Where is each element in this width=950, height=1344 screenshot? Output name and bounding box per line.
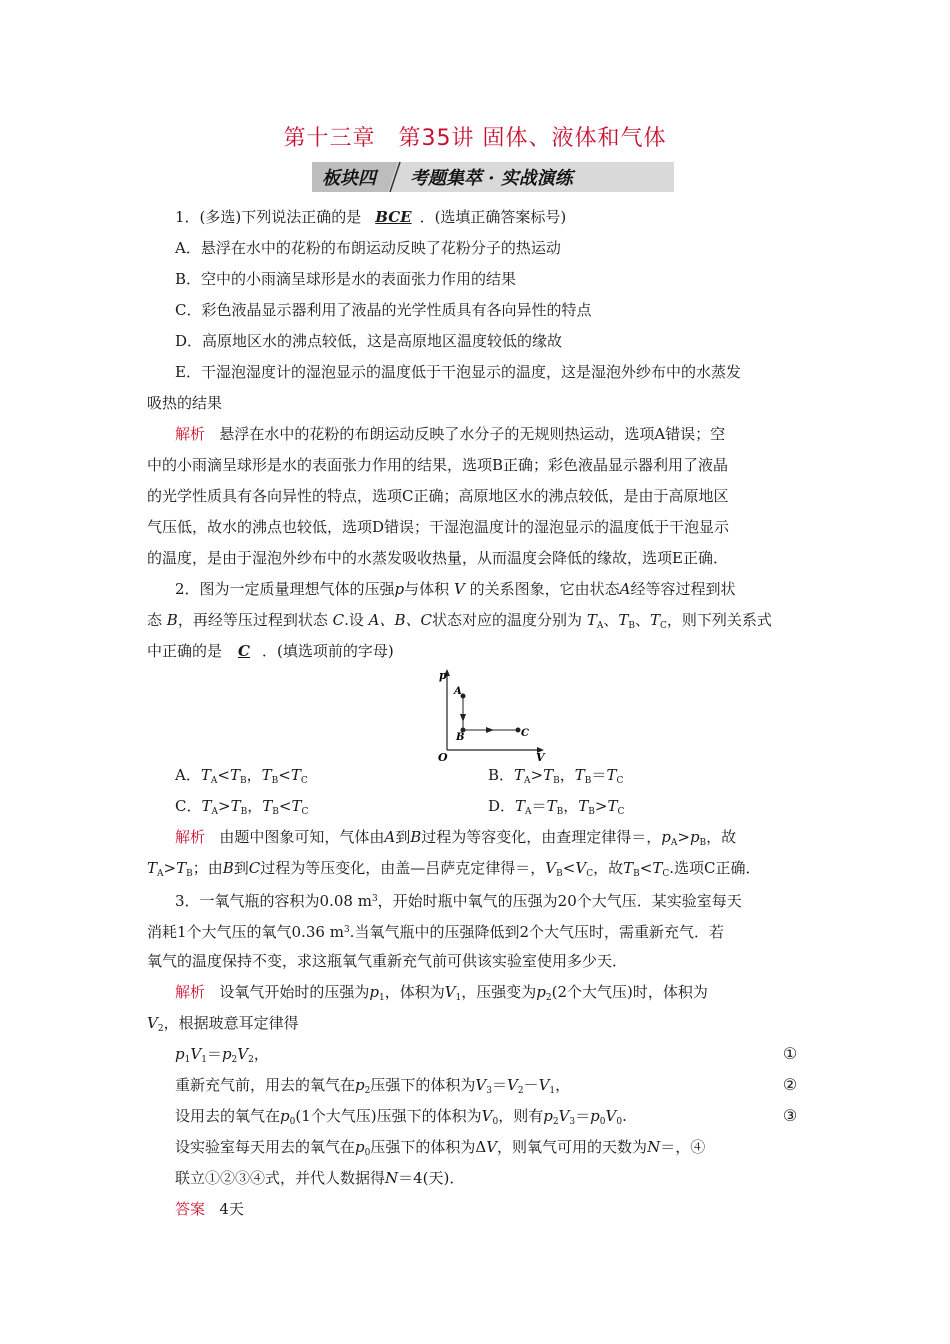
q2-option-a: A．$T_A<T_B$，$T_B<T_C$	[175, 766, 308, 786]
q1-option-b: B．空中的小雨滴呈球形是水的表面张力作用的结果	[175, 270, 517, 288]
q3-stem-1: 3．一氧气瓶的容积为0.08 $m^3$，开始时瓶中氧气的压强为20个大气压．某实验室每天	[175, 892, 742, 910]
q3-stem-3: 氧气的温度保持不变，求这瓶氧气重新充气前可供该实验室使用多少天．	[147, 952, 628, 970]
q3-jiexi-line-2: $V_2$，根据玻意耳定律得	[147, 1014, 299, 1034]
q2-option-b: B．$T_A>T_B$，$T_B=T_C$	[488, 766, 624, 786]
q1-option-d: D．高原地区水的沸点较低，这是高原地区温度较低的缘故	[175, 332, 563, 350]
q1-jiexi-line-5: 的温度，是由于湿泡外纱布中的水蒸发吸收热量，从而温度会降低的缘故，选项E正确．	[147, 549, 728, 567]
q1-jiexi-line-1: 解析 悬浮在水中的花粉的布朗运动反映了水分子的无规则热运动，选项A错误；空	[175, 425, 726, 443]
q2-option-c: C．$T_A>T_B$，$T_B<T_C$	[175, 797, 309, 817]
q3-eq5: 联立①②③④式，并代人数据得N＝4(天)．	[175, 1169, 465, 1187]
pv-diagram	[430, 666, 550, 762]
origin-label: O	[438, 751, 448, 762]
label-b: B	[456, 732, 465, 743]
point-c	[516, 728, 521, 733]
answer-label: 答案	[175, 1200, 206, 1218]
q3-jiexi-line-1: 解析 设氧气开始时的压强为$p_1$，体积为$V_1$，压强变为$p_2(2$个大气压)时，体积为	[175, 983, 708, 1003]
q1-jiexi-line-2: 中的小雨滴呈球形是水的表面张力作用的结果，选项B正确；彩色液晶显示器利用了液晶	[147, 456, 729, 474]
y-axis-label: p	[439, 669, 447, 682]
q3-answer: 答案 4天	[175, 1200, 244, 1218]
q2-jiexi-line-1: 解析 由题中图象可知，气体由A到B过程为等容变化，由查理定律得＝，$p_A>p_B$，故	[175, 828, 737, 848]
eq2-number: ②	[782, 1075, 798, 1094]
q1-jiexi-line-3: 的光学性质具有各向异性的特点，选项C正确；高原地区水的沸点较低，是由于高原地区	[147, 487, 729, 505]
q1-jiexi-line-4: 气压低，故水的沸点也较低，选项D错误；干湿泡温度计的湿泡显示的温度低于干泡显示	[147, 518, 730, 536]
eq1-number: ①	[782, 1044, 798, 1063]
q2-stem-2: 态 B，再经等压过程到状态 C.设 A、B、C状态对应的温度分别为 $T_A$、$T_B$、$T_C$，则下列关系式	[147, 611, 772, 631]
q1-answer: BCE	[375, 208, 412, 226]
page-title: 第十三章 第35讲 固体、液体和气体	[283, 126, 667, 151]
q2-option-d: D．$T_A=T_B$，$T_B>T_C$	[488, 797, 625, 817]
q3-eq4: 设实验室每天用去的氧气在$p_0$压强下的体积为ΔV，则氧气可用的天数为N＝，④	[175, 1138, 706, 1158]
eq3-number: ③	[782, 1106, 798, 1125]
q1-option-a: A．悬浮在水中的花粉的布朗运动反映了花粉分子的热运动	[175, 239, 561, 257]
banner-right: 考题集萃 · 实战演练	[410, 168, 573, 189]
label-a: A	[454, 686, 462, 697]
q1-option-e: E．干湿泡湿度计的湿泡显示的温度低于干泡显示的温度，这是湿泡外纱布中的水蒸发	[175, 363, 741, 381]
q3-eq2: 重新充气前，用去的氧气在$p_2$压强下的体积为$V_3=V_2-V_1$，	[175, 1076, 571, 1096]
q3-eq1: $p_1V_1=p_2V_2$，	[175, 1045, 269, 1065]
section-banner	[312, 160, 674, 193]
label-c: C	[521, 728, 529, 739]
jiexi-label: 解析	[175, 425, 206, 443]
x-axis-label: V	[536, 751, 545, 762]
q2-jiexi-line-2: $T_A>T_B$；由B到C过程为等压变化，由盖—吕萨克定律得＝，$V_B<V_C$，故$T_B<T_C$.选项C正确．	[147, 859, 761, 879]
q2-stem-3: 中正确的是 C ．(填选项前的字母)	[147, 642, 394, 660]
q2-answer: C	[238, 642, 250, 660]
jiexi-label: 解析	[175, 983, 206, 1001]
q3-eq3: 设用去的氧气在$p_0(1$个大气压)压强下的体积为$V_0$，则有$p_2V_3=p_0V_0$.	[175, 1107, 627, 1127]
q1-option-e-cont: 吸热的结果	[147, 394, 223, 412]
q3-stem-2: 消耗1个大气压的氧气0.36 $m^3$.当氧气瓶中的压强降低到2个大气压时，需重新充气．若	[147, 923, 724, 941]
q1-stem: 1．(多选)下列说法正确的是 BCE ．(选填正确答案标号)	[175, 208, 567, 226]
jiexi-label: 解析	[175, 828, 206, 846]
q1-option-c: C．彩色液晶显示器利用了液晶的光学性质具有各向异性的特点	[175, 301, 592, 319]
q2-stem-1: 2．图为一定质量理想气体的压强p与体积 V 的关系图象，它由状态A经等容过程到状	[175, 580, 736, 598]
banner-left: 板块四	[322, 168, 376, 189]
